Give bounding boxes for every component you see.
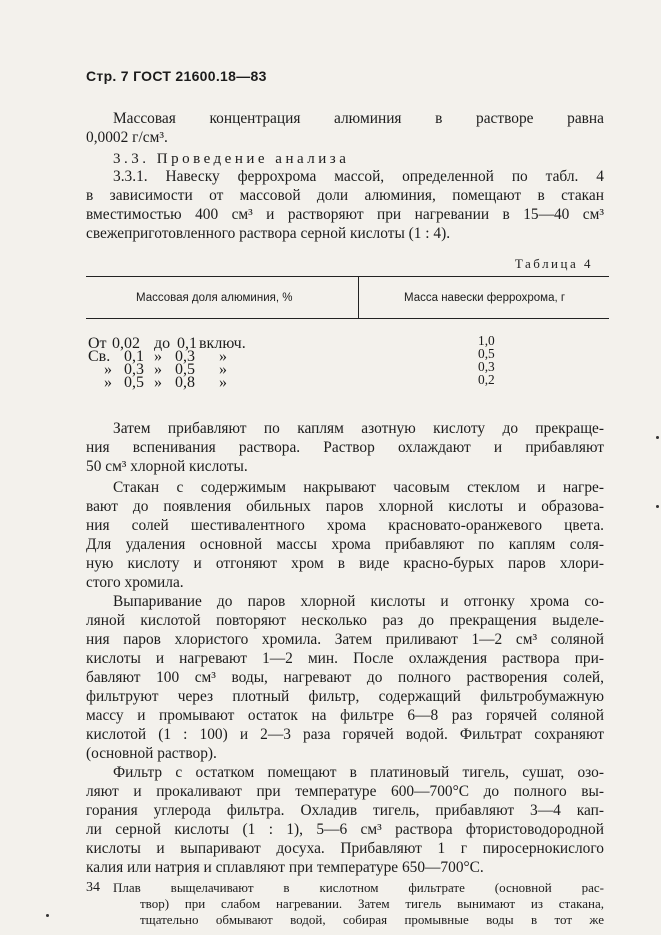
para-glass-line-2: вают до появления обильных паров хлорной кислоты и образова- (86, 498, 604, 515)
table-cell-suffix: включ. (199, 335, 246, 352)
table-cell-from: 0,1 (124, 348, 144, 365)
table-row (88, 348, 328, 365)
table-cell-from: 0,3 (124, 361, 144, 378)
para-nitric-line-3: 50 см³ хлорной кислоты. (86, 458, 248, 475)
table-cell-to-word: до (154, 335, 171, 352)
para-glass-line-3: ния солей шестивалентного хрома красновато-оранжевого цвета. (86, 517, 604, 534)
table-row (88, 335, 328, 352)
table-cell-from: 0,5 (124, 374, 144, 391)
table-header-rule (86, 318, 609, 319)
para-filter-line-6: калия или натрия и сплавляют при температуре 650—700°С. (86, 859, 484, 876)
para-331-line-1: 3.3.1. Навеску феррохрома массой, определенной по табл. 4 (113, 168, 604, 185)
table-cell-mass: 0,3 (478, 359, 495, 374)
table-cell-to: 0,5 (175, 361, 195, 378)
table-cell-mass: 1,0 (478, 333, 495, 348)
table-cell-prefix: От (88, 335, 107, 352)
para-glass-line-5: ную кислоту и отгоняют хром в виде красно-бурых паров хлори- (86, 555, 604, 572)
para-filter-line-1: Фильтр с остатком помещают в платиновый тигель, сушат, озо- (113, 764, 604, 781)
table-header-mass: Масса навески феррохрома, г (404, 292, 566, 304)
table-caption: Таблица 4 (514, 256, 593, 271)
table-cell-prefix: Св. (88, 348, 111, 365)
para-evap-line-6: фильтруют через плотный фильтр, содержащий фильтробумажную (86, 688, 604, 705)
table-cell-to: 0,8 (175, 374, 195, 391)
table-cell-mass: 0,5 (478, 346, 495, 361)
table-header-aluminium: Массовая доля алюминия, % (136, 292, 293, 304)
table-cell-to-word: » (154, 348, 162, 365)
table-cell-prefix: » (104, 361, 112, 378)
table-cell-suffix: » (219, 361, 227, 378)
para-glass-line-4: Для удаления основной массы хрома прибавляют по каплям соля- (86, 536, 604, 553)
para-filter-line-2: ляют и прокаливают при температуре 600—700°С до полного вы- (86, 783, 604, 800)
para-evap-line-3: ния паров хлористого хромила. Затем приливают 1—2 см³ соляной (86, 631, 604, 648)
table-row (88, 361, 328, 378)
para-evap-line-8: кислотой (1 : 100) и 2—3 раза горячей водой. Фильтрат сохраняют (86, 726, 604, 743)
para-nitric-line-2: ния вспенивания раствора. Раствор охлаждают и прибавляют (86, 439, 604, 456)
table-cell-to: 0,1 (177, 335, 197, 352)
para-331-line-3: вместимостью 400 см³ и растворяют при нагревании в 15—40 см³ (86, 206, 604, 223)
table-row (88, 374, 328, 391)
para-nitric-line-1: Затем прибавляют по каплям азотную кислоту до прекраще- (113, 420, 604, 437)
table-column-divider (358, 276, 359, 318)
para-evap-line-9: (основной раствор). (86, 745, 217, 762)
scan-speck (656, 436, 659, 439)
page-number: 34 (86, 880, 100, 895)
table-cell-to-word: » (154, 361, 162, 378)
para-filter-line-3: горания углерода фильтра. Охладив тигель, прибавляют 3—4 кап- (86, 802, 604, 819)
para-glass-line-6: стого хромила. (86, 574, 184, 591)
para-melt-line-1: Плав выщелачивают в кислотном фильтрате (основной рас- (113, 880, 604, 895)
para-331-line-2: в зависимости от массовой доли алюминия, помещают в стакан (86, 187, 604, 204)
para-filter-line-4: ли серной кислоты (1 : 1), 5—6 см³ раствора фтористоводородной (86, 821, 604, 838)
para-evap-line-5: бавляют 100 см³ воды, нагревают до полного растворения солей, (86, 669, 604, 686)
table-cell-prefix: » (104, 374, 112, 391)
table-cell-from: 0,02 (112, 335, 140, 352)
scan-speck (656, 505, 659, 508)
scan-speck (46, 914, 49, 917)
para-concentration-line-2: 0,0002 г/см³. (86, 129, 168, 146)
para-melt-line-2: твор) при слабом нагревании. Затем тигель вынимают из стакана, (140, 896, 604, 911)
page-header: Стр. 7 ГОСТ 21600.18—83 (86, 68, 267, 84)
section-title: 3.3. Проведение анализа (113, 151, 350, 167)
para-evap-line-1: Выпаривание до паров хлорной кислоты и отгонку хрома со- (113, 593, 604, 610)
para-evap-line-4: кислоты и нагревают 1—2 мин. После охлаждения раствора при- (86, 650, 604, 667)
table-cell-mass: 0,2 (478, 372, 495, 387)
table-cell-to: 0,3 (175, 348, 195, 365)
para-glass-line-1: Стакан с содержимым накрывают часовым стеклом и нагре- (113, 479, 604, 496)
para-concentration-line-1: Массовая концентрация алюминия в растворе равна (113, 110, 604, 127)
table-cell-suffix: » (219, 374, 227, 391)
table-cell-suffix: » (219, 348, 227, 365)
para-melt-line-3: тщательно обмывают водой, собирая промывные воды в тот же (140, 912, 604, 927)
table-cell-to-word: » (154, 374, 162, 391)
para-evap-line-7: массу и промывают остаток на фильтре 6—8 раз горячей соляной (86, 707, 604, 724)
para-331-line-4: свежеприготовленного раствора серной кислоты (1 : 4). (86, 225, 451, 242)
para-filter-line-5: кислоты и выпаривают досуха. Прибавляют 1 г пиросернокислого (86, 840, 604, 857)
para-evap-line-2: ляной кислотой повторяют несколько раз до прекращения выделе- (86, 612, 604, 629)
table-top-rule (86, 276, 609, 277)
